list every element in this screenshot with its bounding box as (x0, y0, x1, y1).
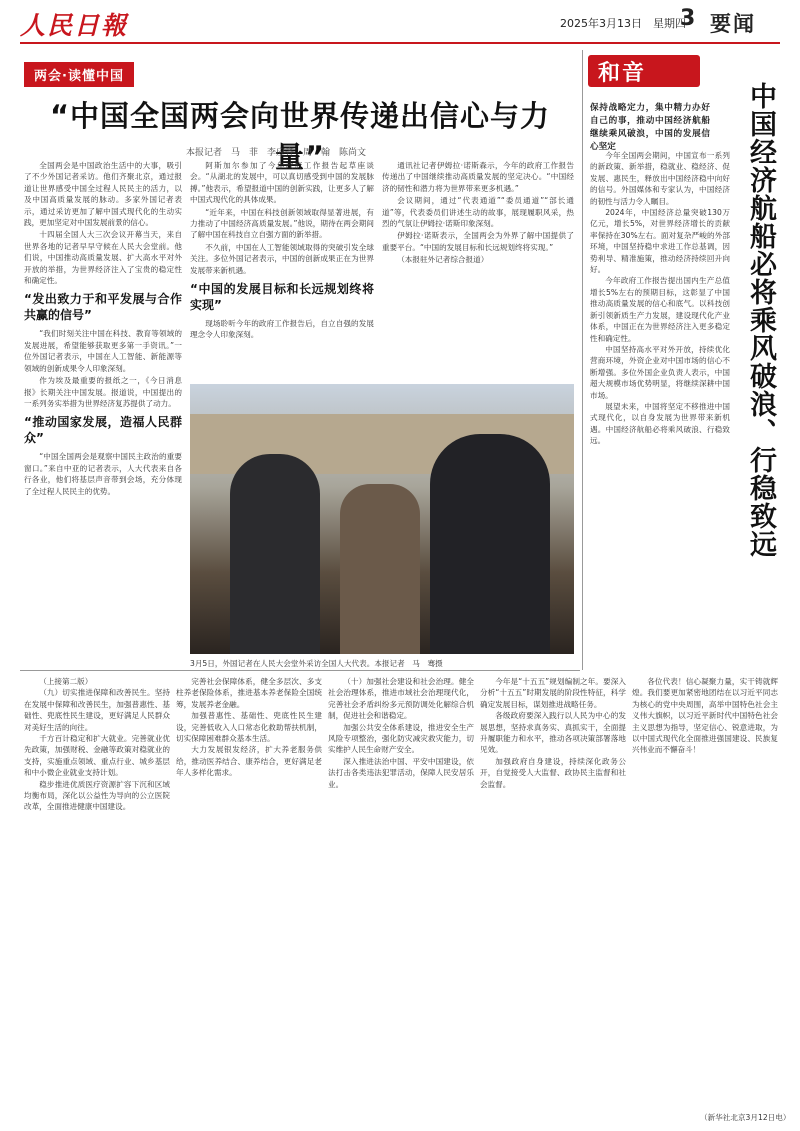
paragraph: 各级政府要深入践行以人民为中心的发展思想，坚持求真务实、真抓实干，全面提升履职能力和水平，推动各项决策部署落地见效。 (480, 711, 626, 755)
report-column-2 (176, 676, 322, 1126)
report-column-3 (328, 676, 474, 1126)
commentary-lede: 保持战略定力，集中精力办好自己的事，推动中国经济航船继续乘风破浪，中国的发展信心坚定 (590, 103, 710, 152)
paragraph: 不久前，中国在人工智能领域取得的突破引发全球关注。多位外国记者表示，中国的创新成果正在为世界发展带来新机遇。 (190, 242, 374, 275)
article-column-2 (190, 160, 374, 382)
commentary-label: 和音 (598, 61, 647, 86)
paragraph: 伊姆拉·诺斯表示，全国两会为外界了解中国提供了重要平台。“中国的发展目标和长远规划终将实现。” (382, 231, 574, 252)
article-byline: 本报记者 马 菲 李应齐 周 翰 陈尚文 (186, 148, 367, 158)
paragraph: 十四届全国人大三次会议开幕当天，来自世界各地的记者早早守候在人民大会堂前。他们说，中国推动高质量发展、扩大高水平对外开放的举措，为世界经济注入了宝贵的稳定性和确定性。 (24, 230, 182, 286)
article-column-3 (382, 160, 574, 382)
paragraph: 今年政府工作报告提出国内生产总值增长5%左右的预期目标，这彰显了中国推动高质量发展的信心和底气。以科技创新引领新质生产力发展，建设现代化产业体系，中国正在为世界经济注入更多稳定性和确定性。 (590, 276, 730, 343)
page-number: 3 (680, 6, 696, 31)
newspaper-logo: 人民日報 (20, 11, 129, 40)
photo-figure (430, 434, 550, 654)
paragraph: 现场聆听今年的政府工作报告后，自立自强的发展理念令人印象深刻。 (190, 319, 374, 340)
paragraph: 加强公共安全体系建设，推进安全生产风险专项整治，强化防灾减灾救灾能力，切实维护人民生命财产安全。 (328, 722, 474, 755)
paragraph: 作为埃及最重要的报纸之一，《今日消息报》长期关注中国发展。报道说，中国提出的一系列务实举措为世界经济复苏提供了动力。 (24, 376, 182, 408)
masthead (20, 6, 780, 42)
commentary-title: 中国经济航船必将乘风破浪、行稳致远 (745, 82, 776, 558)
article-title: “中国全国两会向世界传递出信心与力量” (49, 99, 551, 174)
paragraph: 展望未来，中国将坚定不移推进中国式现代化，以自身发展为世界带来新机遇。中国经济航船必将乘风破浪、行稳致远。 (590, 401, 730, 446)
photo-figure (230, 454, 320, 654)
photo-caption: 3月5日，外国记者在人民大会堂外采访全国人大代表。本报记者 马 骞摄 (190, 659, 443, 668)
column-divider (582, 50, 583, 670)
paragraph: （上接第二版） (39, 677, 93, 686)
paragraph: 千方百计稳定和扩大就业。完善就业优先政策，加强财税、金融等政策对稳就业的支持，实施重点领域、重点行业、城乡基层和中小微企业就业支持计划。 (24, 734, 170, 778)
photo-figure (340, 484, 420, 654)
paragraph: （九）切实推进保障和改善民生。坚持在发展中保障和改善民生，加强普惠性、基础性、兜底性民生建设，更好满足人民群众对美好生活的向往。 (24, 688, 170, 732)
source-note: （新华社北京3月12日电） (700, 1113, 791, 1122)
article-subhead-3: “中国的发展目标和长远规划终将实现” (190, 282, 374, 313)
paragraph: （本报驻外记者综合报道） (397, 255, 489, 265)
paragraph: 稳步推进优质医疗资源扩容下沉和区域均衡布局，深化以公益性为导向的公立医院改革，全面推进健康中国建设。 (24, 779, 170, 812)
paragraph: 大力发展银发经济，扩大养老服务供给，推动医养结合、康养结合，更好满足老年人多样化需求。 (176, 745, 322, 778)
article-column-1 (24, 160, 182, 666)
section-divider (20, 670, 580, 671)
page-name: 要闻 (710, 12, 756, 36)
paragraph: 阿斯加尔参加了今年政府工作报告起草座谈会。“从湖北的发展中，可以真切感受到中国的发展脉搏。”他表示，希望报道中国的创新实践，让更多人了解中国式现代化的具体成果。 (190, 161, 374, 205)
paragraph: “中国全国两会是观察中国民主政治的重要窗口。”来自中亚的记者表示，人大代表来自各行各业，他们将基层声音带到会场，充分体现了全过程人民民主的优势。 (24, 452, 182, 496)
paragraph: 各位代表！信心凝聚力量，实干铸就辉煌。我们要更加紧密地团结在以习近平同志为核心的党中央周围，高举中国特色社会主义伟大旗帜，以习近平新时代中国特色社会主义思想为指导，坚定信心、锐意进取，为以中国式现代化全面推进强国建设、民族复兴伟业而不懈奋斗！ (632, 677, 778, 755)
section-tag-arrow-icon (124, 62, 134, 84)
paragraph: 2024年，中国经济总量突破130万亿元，增长5%，对世界经济增长的贡献率保持在30%左右。面对复杂严峻的外部环境，中国坚持稳中求进工作总基调，因势利导、精准施策，推动经济持续回升向好。 (590, 208, 730, 275)
paragraph: （十）加强社会建设和社会治理。健全社会治理体系，推进市域社会治理现代化，完善社会矛盾纠纷多元预防调处化解综合机制，促进社会和谐稳定。 (328, 677, 474, 721)
paragraph: “我们时刻关注中国在科技、教育等领域的发展进展，希望能够获取更多第一手资讯。”一位外国记者表示，中国在人工智能、新能源等领域的创新成果令人印象深刻。 (24, 329, 182, 373)
paragraph: 今年全国两会期间，中国宣布一系列的新政策、新举措，稳就业、稳经济、促发展、惠民生，释放出中国经济稳中向好的信号。外国媒体和专家认为，中国经济的韧性与活力令人瞩目。 (590, 151, 730, 206)
paragraph: 通讯社记者伊姆拉·诺斯森示，今年的政府工作报告传递出了中国继续推动高质量发展的坚定决心。“中国经济的韧性和潜力将为世界带来更多机遇。” (382, 161, 574, 193)
masthead-rule (20, 42, 780, 44)
paragraph: “近年来，中国在科技创新领域取得显著进展，有力推动了中国经济高质量发展。”他说，期待在两会期间了解中国在科技自立自强方面的新举措。 (190, 207, 374, 240)
article-subhead-1: “发出致力于和平发展与合作共赢的信号” (24, 292, 182, 323)
paragraph: 今年是“十五五”规划编制之年。要深入分析“十五五”时期发展的阶段性特征，科学确定发展目标，谋划推进战略任务。 (480, 677, 626, 709)
article-subhead-2: “推动国家发展，造福人民群众” (24, 415, 182, 446)
article-photo (190, 384, 574, 654)
report-column-1 (24, 676, 170, 1126)
paragraph: 完善社会保障体系，健全多层次、多支柱养老保险体系，推进基本养老保险全国统筹，发展养老金融。 (176, 677, 322, 709)
paragraph: 深入推进法治中国、平安中国建设，依法打击各类违法犯罪活动，保障人民安居乐业。 (328, 756, 474, 789)
commentary-body (590, 150, 730, 660)
report-column-4 (480, 676, 626, 1126)
section-tag: 两会·读懂中国 (24, 62, 134, 87)
report-column-5 (632, 676, 778, 1106)
paragraph: 加强政府自身建设，持续深化政务公开，自觉接受人大监督、政协民主监督和社会监督。 (480, 756, 626, 789)
paragraph: 全国两会是中国政治生活中的大事，吸引了不少外国记者采访。他们齐聚北京，通过报道让世界感受中国全过程人民民主的活力，以及中国高质量发展的脉动。多家外国记者表示，通过采访更加了解中国式现代化的生动实践，更加坚定对中国发展前景的信心。 (24, 161, 182, 228)
paragraph: 中国坚持高水平对外开放，持续优化营商环境，外资企业对中国市场的信心不断增强。多位外国企业负责人表示，中国超大规模市场优势明显，将继续深耕中国市场。 (590, 344, 730, 400)
paragraph: 加强普惠性、基础性、兜底性民生建设，完善低收入人口常态化救助帮扶机制，切实保障困难群众基本生活。 (176, 711, 322, 744)
issue-date: 2025年3月13日 星期四 (560, 17, 686, 30)
paragraph: 会议期间，通过“代表通道”“委员通道”“部长通道”等，代表委员们讲述生动的故事，展现履职风采，热烈的气氛让伊姆拉·诺斯印象深刻。 (382, 196, 574, 229)
